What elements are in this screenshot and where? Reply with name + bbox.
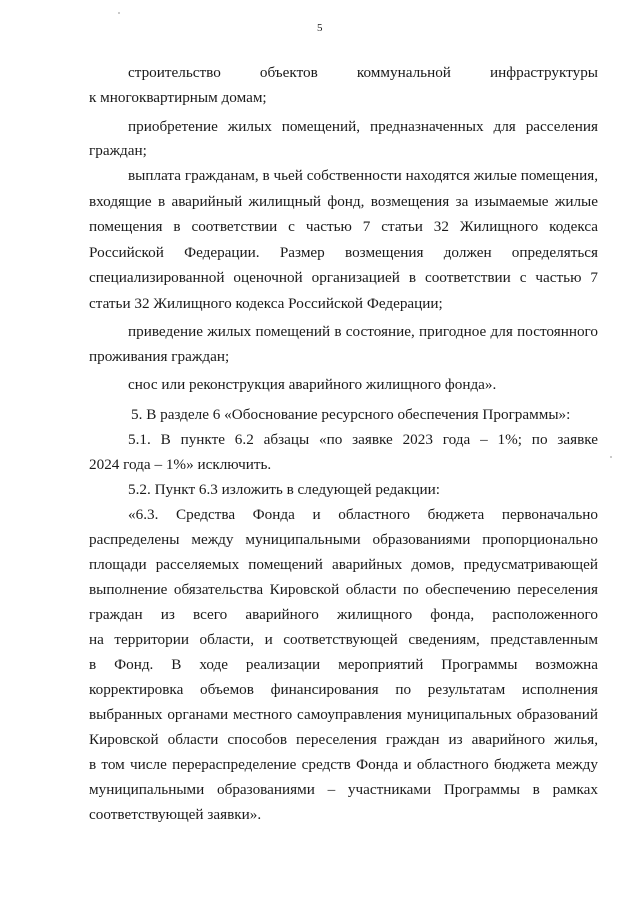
text-line: «6.3. Средства Фонда и областного бюджета первоначально: [128, 506, 598, 523]
text-line: помещения в соответствии с частью 7 статьи 32 Жилищного кодекса: [89, 218, 598, 235]
text-line: соответствующей заявки».: [89, 806, 262, 823]
text-line: Кировской области способов переселения граждан из аварийного жилья,: [89, 731, 598, 748]
text-line: в том числе перераспределение средств Фонда и областного бюджета между: [89, 756, 598, 773]
text-line: муниципальными образованиями – участниками Программы в рамках: [89, 781, 598, 798]
text-line: корректировка объемов финансирования по результатам исполнения: [89, 681, 598, 698]
text-line: выбранных органами местного самоуправления муниципальных образований: [89, 706, 598, 723]
text-line: 5. В разделе 6 «Обоснование ресурсного обеспечения Программы»:: [131, 406, 571, 423]
text-line: выполнение обязательства Кировской области по обеспечению переселения: [89, 581, 598, 598]
text-line: в Фонд. В ходе реализации мероприятий Программы возможна: [89, 656, 598, 673]
text-line: площади расселяемых помещений аварийных домов, предусматривающей: [89, 556, 598, 573]
text-line: 5.1. В пункте 6.2 абзацы «по заявке 2023 года – 1%; по заявке: [128, 431, 598, 448]
text-line: снос или реконструкция аварийного жилищного фонда».: [128, 376, 497, 393]
text-line: распределены между муниципальными образованиями пропорционально: [89, 531, 598, 548]
text-line: приведение жилых помещений в состояние, пригодное для постоянного: [128, 323, 598, 340]
text-line: приобретение жилых помещений, предназначенных для расселения: [128, 118, 598, 135]
text-line: на территории области, и соответствующей сведениям, представленным: [89, 631, 598, 648]
text-line: Российской Федерации. Размер возмещения должен определяться: [89, 244, 598, 261]
text-line: входящие в аварийный жилищный фонд, возмещения за изымаемые жилые: [89, 193, 598, 210]
scan-speck: [118, 12, 120, 14]
text-line: 5.2. Пункт 6.3 изложить в следующей редакции:: [128, 481, 441, 498]
text-line: статьи 32 Жилищного кодекса Российской Федерации;: [89, 295, 443, 312]
text-line: специализированной оценочной организацией в соответствии с частью 7: [89, 269, 598, 286]
page-number: 5: [317, 22, 323, 34]
text-line: проживания граждан;: [89, 348, 230, 365]
text-line: граждан из всего аварийного жилищного фонда, расположенного: [89, 606, 598, 623]
text-line: граждан;: [89, 142, 147, 159]
scan-speck: [610, 456, 612, 458]
text-line: строительство объектов коммунальной инфраструктуры: [128, 64, 598, 81]
text-line: к многоквартирным домам;: [89, 89, 267, 106]
text-line: выплата гражданам, в чьей собственности находятся жилые помещения,: [128, 167, 598, 184]
text-line: 2024 года – 1%» исключить.: [89, 456, 272, 473]
